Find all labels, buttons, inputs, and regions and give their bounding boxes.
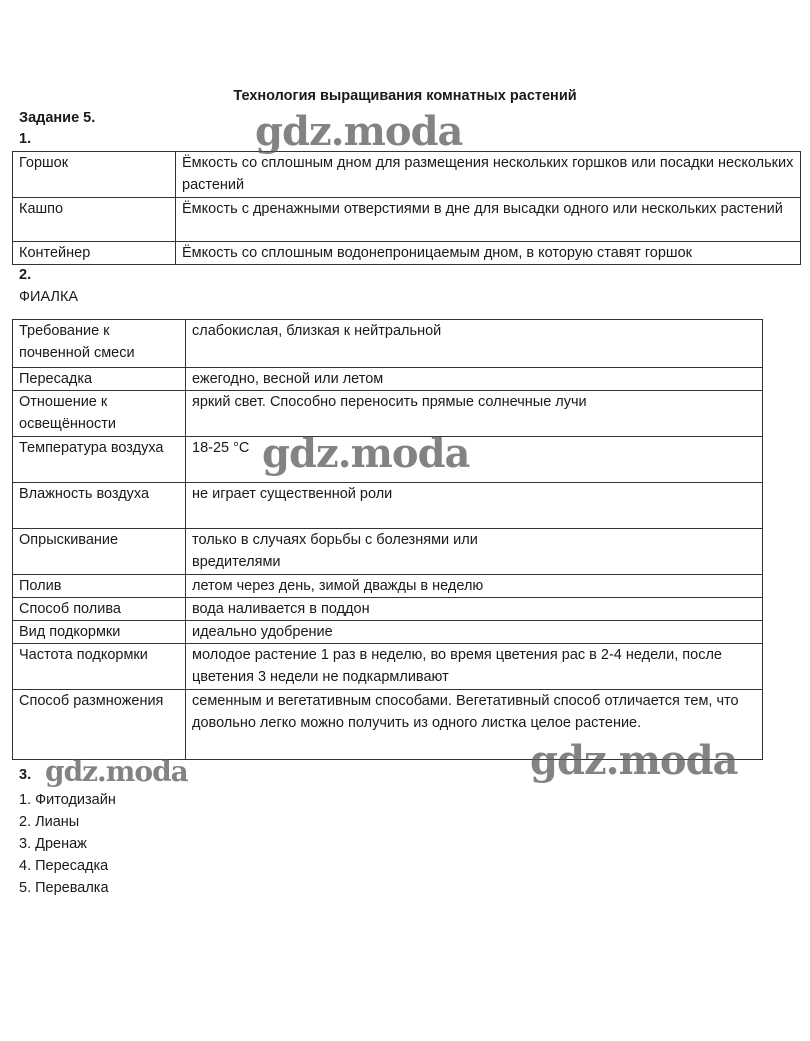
table-row (13, 598, 763, 621)
value-cell: семенным и вегетативным способами. Вегетативный способ отличается тем, что довольно легко можно получить из одного листка целое растение. (186, 690, 763, 760)
watermark: gdz.moda (262, 430, 470, 477)
section-2-label: 2. (19, 267, 32, 283)
watermark: gdz.moda (255, 108, 463, 155)
watermark: gdz.moda (530, 737, 738, 784)
param-cell: Способ полива (13, 598, 186, 621)
param-cell: Способ размножения (13, 690, 186, 760)
list-item: 1. Фитодизайн (19, 792, 116, 808)
definition-cell: Ёмкость со сплошным водонепроницаемым дном, в которую ставят горшок (176, 242, 801, 265)
violet-care-table (12, 319, 763, 760)
param-cell: Влажность воздуха (13, 483, 186, 529)
value-cell: слабокислая, близкая к нейтральной (186, 320, 763, 368)
value-cell: 18-25 °С (186, 437, 763, 483)
watermark: gdz.moda (45, 755, 188, 788)
table-row (13, 644, 763, 690)
list-item: 5. Перевалка (19, 880, 109, 896)
table-row (13, 320, 763, 368)
table-row (13, 529, 763, 575)
page-title: Технология выращивания комнатных растений (233, 88, 577, 104)
list-item: 4. Пересадка (19, 858, 109, 874)
value-cell: яркий свет. Способно переносить прямые солнечные лучи (186, 391, 763, 437)
plant-name: ФИАЛКА (19, 289, 79, 305)
table-row (13, 621, 763, 644)
param-cell: Температура воздуха (13, 437, 186, 483)
table-row (13, 391, 763, 437)
value-cell: не играет существенной роли (186, 483, 763, 529)
table-row (13, 198, 801, 242)
definition-cell: Ёмкость с дренажными отверстиями в дне для высадки одного или нескольких растений (176, 198, 801, 242)
task-label: Задание 5. (19, 110, 96, 126)
param-cell: Пересадка (13, 368, 186, 391)
param-cell: Требование к почвенной смеси (13, 320, 186, 368)
value-cell: идеально удобрение (186, 621, 763, 644)
value-cell: ежегодно, весной или летом (186, 368, 763, 391)
term-cell: Кашпо (13, 198, 176, 242)
list-item: 3. Дренаж (19, 836, 87, 852)
table-row (13, 152, 801, 198)
definition-cell: Ёмкость со сплошным дном для размещения нескольких горшков или посадки нескольких растений (176, 152, 801, 198)
table-row (13, 437, 763, 483)
param-cell: Вид подкормки (13, 621, 186, 644)
table-row (13, 242, 801, 265)
definitions-table (12, 151, 801, 265)
value-cell: молодое растение 1 раз в неделю, во время цветения рас в 2-4 недели, после цветения 3 недели не подкармливают (186, 644, 763, 690)
term-cell: Горшок (13, 152, 176, 198)
term-cell: Контейнер (13, 242, 176, 265)
table-row (13, 690, 763, 760)
param-cell: Полив (13, 575, 186, 598)
value-cell: только в случаях борьбы с болезнями или вредителями (186, 529, 763, 575)
value-cell: вода наливается в поддон (186, 598, 763, 621)
list-item: 2. Лианы (19, 814, 80, 830)
section-3-label: 3. (19, 767, 32, 783)
param-cell: Частота подкормки (13, 644, 186, 690)
table-row (13, 483, 763, 529)
param-cell: Отношение к освещённости (13, 391, 186, 437)
param-cell: Опрыскивание (13, 529, 186, 575)
value-cell: летом через день, зимой дважды в неделю (186, 575, 763, 598)
table-row (13, 368, 763, 391)
section-1-label: 1. (19, 131, 32, 147)
table-row (13, 575, 763, 598)
answers-list (19, 789, 116, 899)
